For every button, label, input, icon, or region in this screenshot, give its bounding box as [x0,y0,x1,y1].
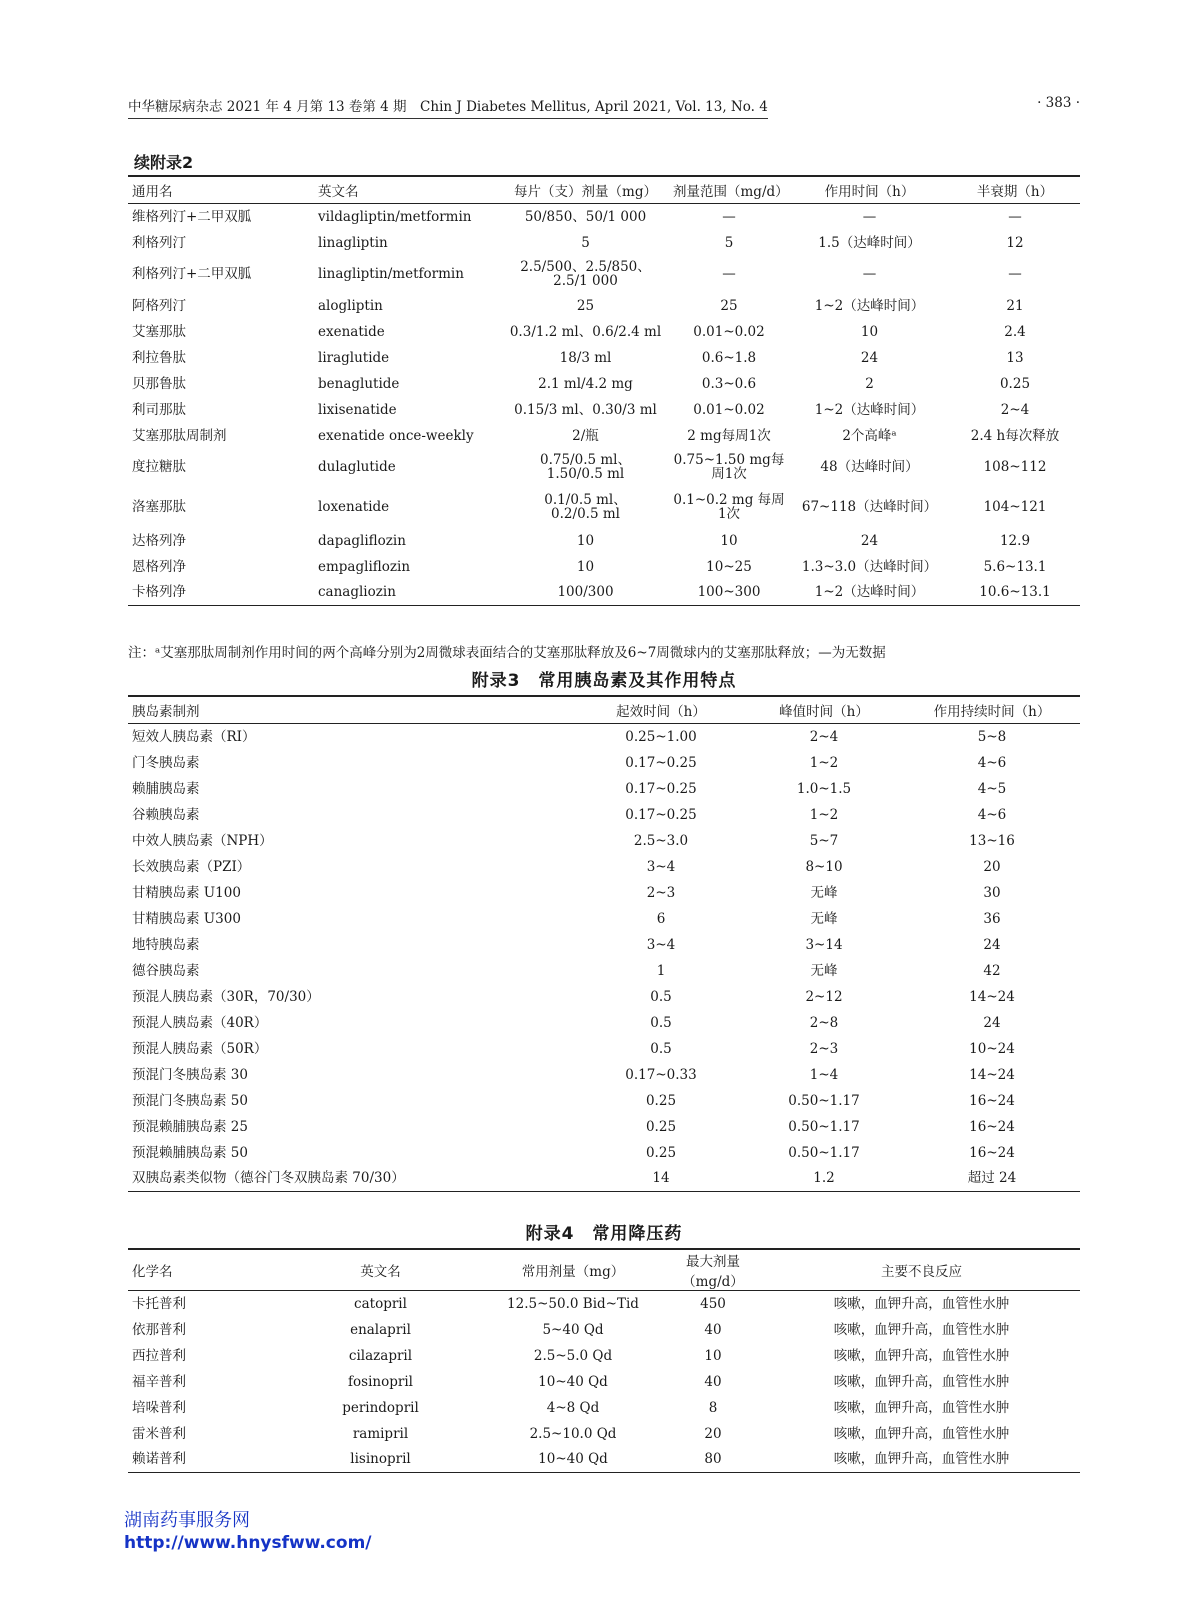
column-header: 每片（支）剂量（mg） [502,176,669,204]
table-row [128,958,1080,984]
table-header-row [128,1249,1080,1291]
table-cell: 108~112 [983,459,1047,475]
table-cell: 5 [581,234,590,251]
table-body [128,1291,1080,1473]
table-cell: cilazapril [348,1347,413,1364]
table-cell: 艾塞那肽 [132,323,186,340]
table-cell: 10 [720,532,738,549]
table-cell: 13~16 [969,832,1015,849]
table-cell: 10 [860,323,879,340]
table-cell: 利格列汀 [132,234,186,251]
table-cell: 艾塞那肽周制剂 [132,427,227,444]
table-cell: 2 mg每周1次 [687,427,771,444]
table-cell: 0.75/0.5 ml、 1.50/0.5 ml [540,452,631,482]
table-cell: 培哚普利 [132,1399,186,1416]
table-cell: 雷米普利 [132,1425,186,1442]
table-cell: 0.5 [650,988,672,1005]
table-cell: 10 [576,532,595,549]
table-cell: 0.50~1.17 [788,1092,860,1109]
table-cell: 0.1/0.5 ml、 0.2/0.5 ml [544,491,627,522]
table-cell: lisinopril [278,1447,483,1473]
column-header: 英文名 [314,176,502,204]
table-row [128,580,1080,606]
table-cell: 0.5 [650,1014,672,1031]
table-cell: 20 [983,858,1001,875]
table-cell: 100/300 [502,580,669,606]
table-cell: 1.2 [744,1166,904,1192]
table-cell: 地特胰岛素 [132,936,200,953]
table-cell: 咳嗽，血钾升高，血管性水肿 [833,1399,1010,1416]
table-cell: 0.15/3 ml、0.30/3 ml [514,401,657,418]
table-cell: 赖诺普利 [128,1447,278,1473]
table-cell: 2.5~10.0 Qd [529,1425,617,1442]
table4-title: 附录4 常用降压药 [525,1224,683,1244]
table-row [128,449,1080,486]
column-header: 通用名 [128,176,314,204]
table-cell: 阿格列汀 [132,297,186,314]
table-cell: 4~5 [977,780,1007,797]
table-cell: 10~40 Qd [538,1373,608,1390]
table-cell: enalapril [350,1321,411,1338]
table-cell: 0.17~0.25 [625,780,697,797]
table-cell: 104~121 [983,498,1047,515]
table-cell: 1~2（达峰时间） [814,401,925,418]
table-cell: 依那普利 [132,1321,186,1338]
table-cell: 5.6~13.1 [983,558,1047,575]
page-header [128,95,1080,119]
table-cell: 2.5~5.0 Qd [533,1347,613,1364]
table-cell: 3~4 [646,936,676,953]
table-row [128,345,1080,371]
table-cell: 咳嗽，血钾升高，血管性水肿 [833,1295,1010,1312]
table-cell: 80 [663,1447,763,1473]
table-cell: 0.50~1.17 [788,1118,860,1135]
column-header: 作用持续时间（h） [904,696,1080,724]
page-number: · 383 · [1037,95,1080,111]
table-cell: 2~3 [809,1040,839,1057]
table-row [128,486,1080,528]
table-cell: 21 [1006,297,1024,314]
table-cell: 卡格列净 [128,580,314,606]
table-cell: 0.17~0.25 [625,806,697,823]
journal-header: 中华糖尿病杂志 2021 年 4 月第 13 卷第 4 期 Chin J Diabetes Mellitus, April 2021, Vol. 13, No. 4 [128,95,768,119]
table-cell: 2.1 ml/4.2 mg [538,375,633,392]
table-cell: 5~8 [977,728,1007,745]
table-cell: 双胰岛素类似物（德谷门冬双胰岛素 70/30） [128,1166,578,1192]
table-cell: 1~2 [809,754,839,771]
table-cell: 1.5（达峰时间） [818,234,921,251]
table-cell: 5 [724,234,734,251]
table-cell: 2.4 h每次释放 [970,427,1060,444]
table-cell: 利拉鲁肽 [132,349,186,366]
table-cell: 谷赖胰岛素 [132,806,200,823]
table-cell: empagliflozin [318,558,411,575]
table-cell: 10 [576,558,595,575]
table-cell: 50/850、50/1 000 [524,208,647,225]
table-cell: 0.1~0.2 mg 每周1次 [673,491,785,522]
table-cell: 12 [1006,234,1024,251]
table-cell: 14~24 [969,1066,1015,1083]
table-row [128,204,1080,230]
table-cell: 450 [700,1295,726,1312]
table-cell: 10.6~13.1 [950,580,1080,606]
table-cell: 无峰 [810,962,838,979]
table-row [128,802,1080,828]
table-cell: 3~14 [805,936,843,953]
table-cell: 预混门冬胰岛素 30 [132,1066,248,1083]
table-row [128,724,1080,750]
column-header: 化学名 [128,1249,278,1291]
column-header: 峰值时间（h） [744,696,904,724]
table-cell: — [722,208,736,225]
watermark [124,1510,372,1554]
table-cell: 恩格列净 [132,558,186,575]
table-cell: 中效人胰岛素（NPH） [132,832,273,849]
table-cell: 25 [720,297,738,314]
table-row [128,1369,1080,1395]
table-cell: 2~8 [809,1014,839,1031]
table-cell: linagliptin [318,234,388,251]
table-cell: 0.50~1.17 [788,1144,860,1161]
table-row [128,1036,1080,1062]
table-cell: 洛塞那肽 [132,498,186,515]
table-cell: 0.17~0.33 [625,1066,697,1083]
table-row [128,854,1080,880]
table-cell: loxenatide [318,498,390,515]
table-cell: — [1008,266,1022,282]
table-cell: 2~4 [1000,401,1030,418]
table-cell: 维格列汀+二甲双胍 [132,208,252,225]
table-cell: 卡托普利 [132,1295,186,1312]
table-cell: 13 [1006,349,1024,366]
table-cell: 14~24 [969,988,1015,1005]
table-row [128,1166,1080,1192]
table-cell: 预混赖脯胰岛素 50 [132,1144,248,1161]
table-cell: 度拉糖肽 [132,459,186,475]
table-cell: 2~12 [805,988,843,1005]
table-row [128,1010,1080,1036]
table-cell: 16~24 [969,1118,1015,1135]
insulin-table [128,695,1080,1192]
table2-caption: 续附录2 [134,153,194,172]
table-cell: 咳嗽，血钾升高，血管性水肿 [833,1321,1010,1338]
table-cell: — [1008,208,1022,225]
table-cell: 0.3~0.6 [701,375,757,392]
table-cell: 10~25 [706,558,752,575]
table-row [128,1395,1080,1421]
table-row [128,1421,1080,1447]
table-row [128,256,1080,293]
table-cell: 贝那鲁肽 [132,375,186,392]
table-cell: dapagliflozin [318,532,406,549]
table-cell: 6 [656,910,666,927]
table-cell: 25 [576,297,595,314]
table-cell: canagliozin [314,580,502,606]
table-cell: 2.4 [1004,323,1026,340]
table-row [128,750,1080,776]
table-row [128,828,1080,854]
table-cell: 0.01~0.02 [693,323,765,340]
table-cell: 超过 24 [904,1166,1080,1192]
table-cell: — [862,266,877,282]
table-cell: 咳嗽，血钾升高，血管性水肿 [833,1347,1010,1364]
table-cell: 1~2（达峰时间） [789,580,950,606]
table-cell: 10~24 [969,1040,1015,1057]
table-cell: 预混人胰岛素（50R） [132,1040,268,1057]
table-row [128,528,1080,554]
table-cell: 预混赖脯胰岛素 25 [132,1118,248,1135]
table-cell: 2个高峰ᵃ [842,427,897,444]
table-cell: 1.0~1.5 [796,780,852,797]
table-cell: — [862,208,877,225]
table-row [128,1114,1080,1140]
table-cell: 24 [983,936,1001,953]
table-row [128,554,1080,580]
table-row [128,1447,1080,1473]
table-cell: 1 [656,962,666,979]
table-cell: 甘精胰岛素 U300 [132,910,241,927]
table-cell: 24 [860,532,879,549]
table-cell: 48（达峰时间） [820,459,919,475]
table-cell: 1~2 [809,806,839,823]
table-cell: dulaglutide [318,459,396,475]
table-cell: 10~40 Qd [483,1447,663,1473]
table-cell: 1.3~3.0（达峰时间） [801,558,938,575]
table-cell: vildagliptin/metformin [318,208,472,225]
watermark-name: 湖南药事服务网 [124,1510,250,1531]
table-cell: 40 [704,1321,722,1338]
table-body [128,724,1080,1192]
table-cell: 5~7 [809,832,839,849]
table-cell: 18/3 ml [559,349,612,366]
table-cell: 12.5~50.0 Bid~Tid [507,1295,639,1312]
table3-title: 附录3 常用胰岛素及其作用特点 [471,671,737,691]
column-header: 英文名 [278,1249,483,1291]
table-cell: 预混人胰岛素（30R，70/30） [132,988,320,1005]
table-cell: 10 [704,1347,722,1364]
appendix2-continued-table [128,175,1080,606]
table-cell: 1~2（达峰时间） [814,297,925,314]
table-row [128,906,1080,932]
table-cell: alogliptin [318,297,383,314]
table-row [128,230,1080,256]
table-row [128,880,1080,906]
table-cell: 2~4 [809,728,839,745]
table-cell: 预混门冬胰岛素 50 [132,1092,248,1109]
table-row [128,1317,1080,1343]
table-cell: catopril [354,1295,407,1312]
table-cell: 利司那肽 [132,401,186,418]
table-cell: 西拉普利 [132,1347,186,1364]
table-cell: lixisenatide [318,401,397,418]
table-cell: 8 [708,1399,718,1416]
table-row [128,1140,1080,1166]
table2-footnote: 注：ᵃ艾塞那肽周制剂作用时间的两个高峰分别为2周微球表面结合的艾塞那肽释放及6~7周微球内的艾塞那肽释放；—为无数据 [128,645,886,661]
table-cell: 0.17~0.25 [625,754,697,771]
antihypertensive-table [128,1248,1080,1473]
column-header: 半衰期（h） [950,176,1080,204]
table-header-row [128,696,1080,724]
table-cell: exenatide [318,323,385,340]
table-row [128,397,1080,423]
table-row [128,1088,1080,1114]
table-cell: 无峰 [810,910,838,927]
column-header: 起效时间（h） [578,696,744,724]
table-cell: 门冬胰岛素 [132,754,200,771]
table-row [128,1291,1080,1317]
column-header: 剂量范围（mg/d） [669,176,789,204]
table-cell: 5~40 Qd [542,1321,604,1338]
table-cell: 咳嗽，血钾升高，血管性水肿 [833,1425,1010,1442]
table-cell: 24 [983,1014,1001,1031]
column-header: 胰岛素制剂 [128,696,578,724]
table-cell: 2 [865,375,874,392]
table-row [128,319,1080,345]
table-cell: 24 [860,349,879,366]
column-header: 作用时间（h） [789,176,950,204]
table-cell: 0.25 [645,1144,677,1161]
table-cell: 20 [704,1425,722,1442]
table-row [128,1062,1080,1088]
table-cell: 咳嗽，血钾升高，血管性水肿 [763,1447,1080,1473]
table-cell: 3~4 [646,858,676,875]
table-cell: 2/瓶 [572,427,599,444]
table-cell: 德谷胰岛素 [132,962,200,979]
table-cell: 0.5 [650,1040,672,1057]
column-header: 常用剂量（mg） [483,1249,663,1291]
table-cell: 2~3 [646,884,676,901]
table-body [128,204,1080,606]
table-cell: linagliptin/metformin [318,266,464,282]
table-cell: 4~8 Qd [546,1399,600,1416]
table-cell: 12.9 [999,532,1031,549]
column-header: 最大剂量（mg/d） [663,1249,763,1291]
table-cell: — [722,266,736,282]
table-cell: 达格列净 [132,532,186,549]
table-cell: fosinopril [348,1373,413,1390]
table-cell: 2.5~3.0 [633,832,689,849]
table-cell: 无峰 [810,884,838,901]
table-cell: 30 [983,884,1001,901]
table-cell: 16~24 [969,1092,1015,1109]
table-cell: 36 [983,910,1001,927]
table-cell: perindopril [342,1399,419,1416]
table-cell: 0.25~1.00 [625,728,697,745]
table-cell: benaglutide [318,375,400,392]
table-row [128,932,1080,958]
table-row [128,371,1080,397]
table-cell: 0.6~1.8 [701,349,757,366]
table-cell: ramipril [352,1425,409,1442]
table-cell: 0.25 [999,375,1031,392]
table-cell: 短效人胰岛素（RI） [132,728,256,745]
table-cell: 40 [704,1373,722,1390]
table-cell: exenatide once-weekly [318,427,474,444]
table-cell: 甘精胰岛素 U100 [132,884,241,901]
table-row [128,984,1080,1010]
table-cell: 42 [983,962,1001,979]
table-cell: 0.25 [645,1118,677,1135]
watermark-url[interactable]: http://www.hnysfww.com/ [124,1533,372,1553]
table-cell: 1~4 [809,1066,839,1083]
table-cell: liraglutide [318,349,390,366]
table-cell: 67~118（达峰时间） [801,498,938,515]
table-cell: 0.3/1.2 ml、0.6/2.4 ml [509,323,662,340]
table-cell: 100~300 [669,580,789,606]
table-cell: 0.75~1.50 mg每 周1次 [673,452,785,482]
table-cell: 16~24 [969,1144,1015,1161]
table-cell: 预混人胰岛素（40R） [132,1014,268,1031]
table-cell: 利格列汀+二甲双胍 [132,266,252,282]
table-row [128,776,1080,802]
table-cell: 4~6 [977,806,1007,823]
table-cell: 0.01~0.02 [693,401,765,418]
table-row [128,293,1080,319]
table-cell: 赖脯胰岛素 [132,780,200,797]
table-cell: 福辛普利 [132,1373,186,1390]
column-header: 主要不良反应 [763,1249,1080,1291]
table-cell: 4~6 [977,754,1007,771]
table-cell: 8~10 [805,858,843,875]
table-cell: 2.5/500、2.5/850、 2.5/1 000 [520,259,651,289]
table-cell: 长效胰岛素（PZI） [132,858,251,875]
table-cell: 咳嗽，血钾升高，血管性水肿 [833,1373,1010,1390]
table-header-row [128,176,1080,204]
table-cell: 14 [578,1166,744,1192]
table-cell: 0.25 [645,1092,677,1109]
table-row [128,1343,1080,1369]
table-row [128,423,1080,449]
